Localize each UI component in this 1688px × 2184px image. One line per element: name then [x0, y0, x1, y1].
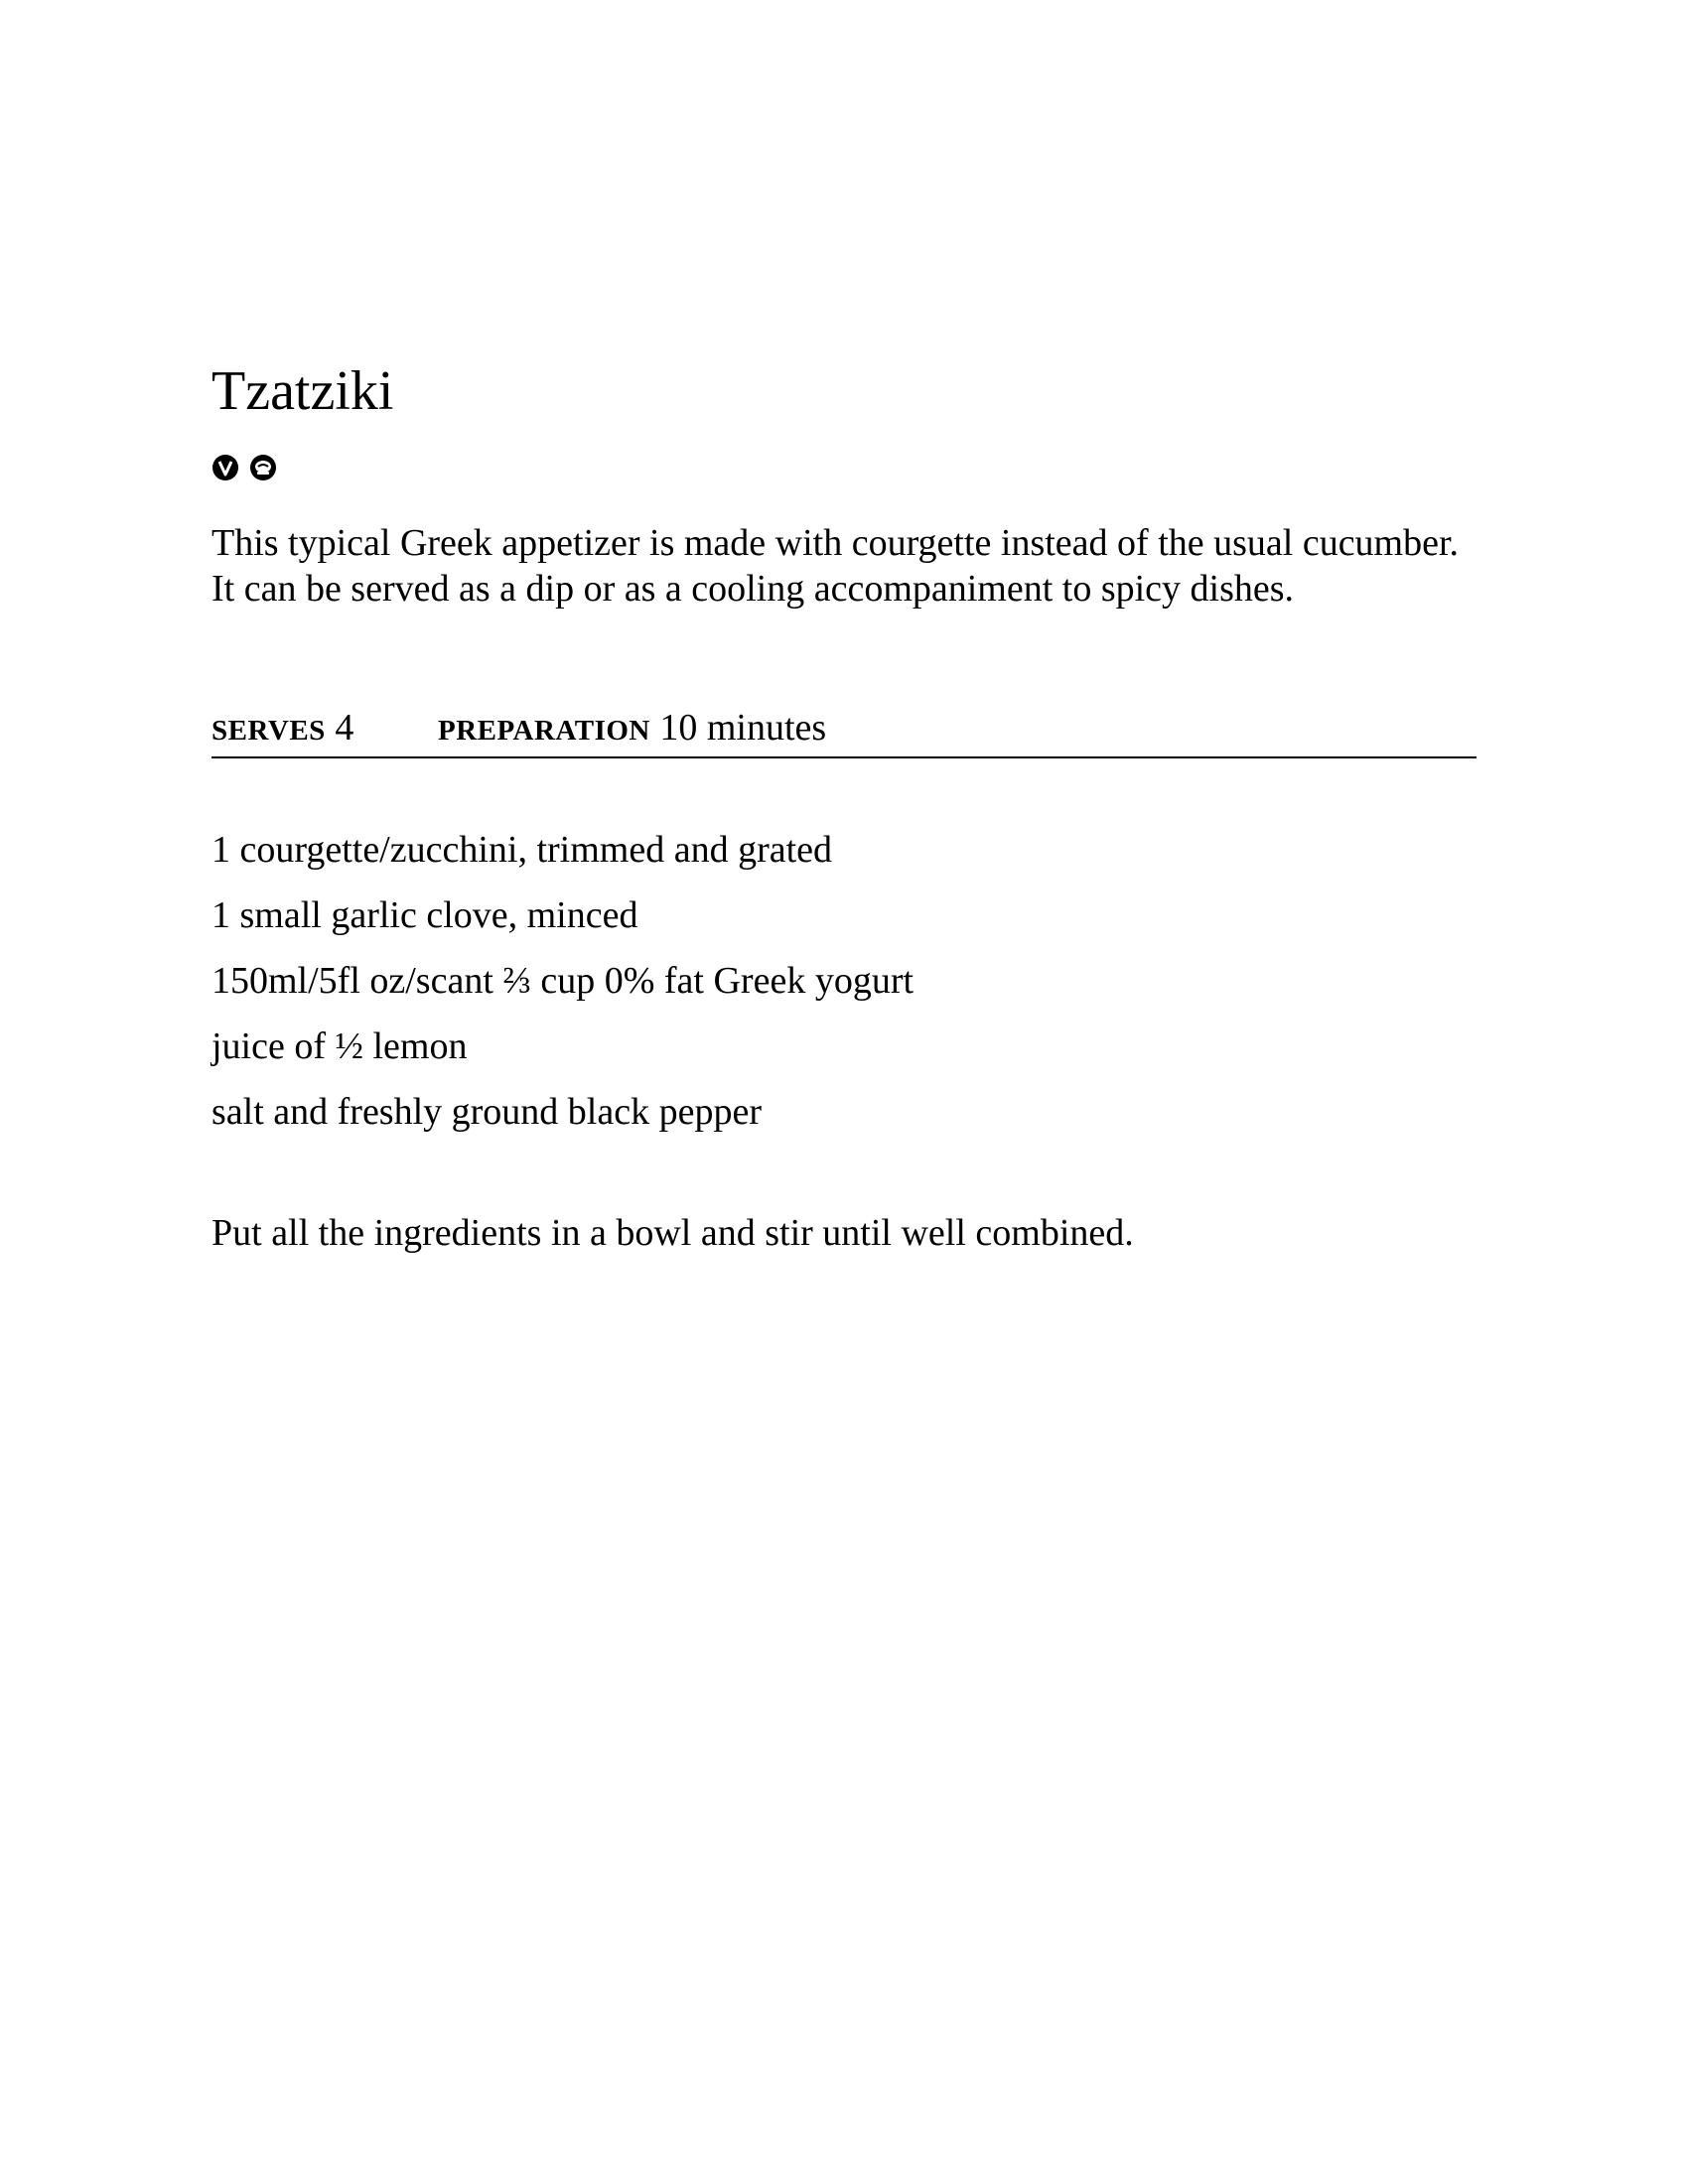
- ingredient-item: 1 small garlic clove, minced: [211, 894, 638, 936]
- vegetarian-icon: [211, 454, 239, 481]
- recipe-icons: [211, 454, 277, 481]
- ingredient-item: salt and freshly ground black pepper: [211, 1091, 762, 1133]
- ingredient-item: 150ml/5fl oz/scant ⅔ cup 0% fat Greek yogurt: [211, 960, 914, 1002]
- serves-info: [211, 703, 353, 755]
- recipe-title: Tzatziki: [211, 360, 394, 422]
- preparation-info: [438, 703, 826, 755]
- method-text: Put all the ingredients in a bowl and stir until well combined.: [211, 1212, 1134, 1254]
- recipe-meta: [211, 703, 1477, 758]
- preparation-label: PREPARATION: [438, 715, 650, 747]
- serves-label: SERVES: [211, 715, 326, 747]
- recipe-intro: This typical Greek appetizer is made with courgette instead of the usual cucumber. It can be served as a dip or as a cooling accompaniment to spicy dishes.: [211, 522, 1460, 610]
- ingredient-item: 1 courgette/zucchini, trimmed and grated: [211, 829, 833, 871]
- ingredients-list: [211, 817, 914, 1145]
- ingredient-item: juice of ½ lemon: [211, 1025, 468, 1067]
- serves-value: 4: [335, 707, 354, 749]
- dairy-free-icon: [249, 454, 277, 481]
- preparation-value: 10 minutes: [659, 707, 827, 749]
